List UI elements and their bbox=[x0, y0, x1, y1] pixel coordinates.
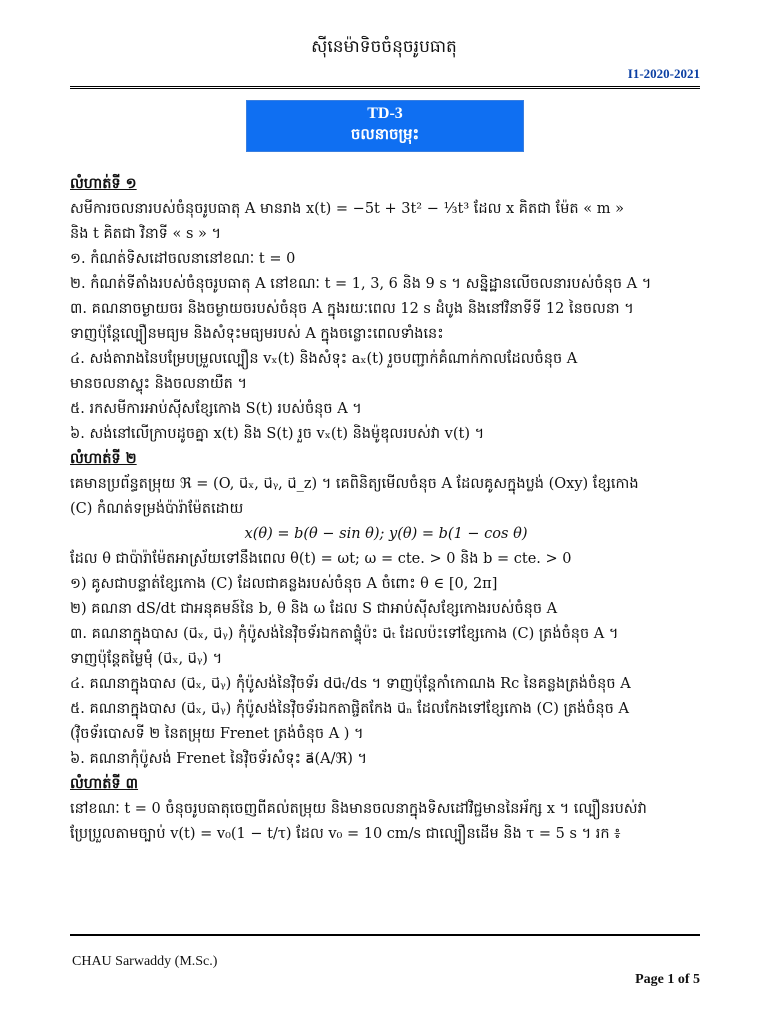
ex2-equation: x(θ) = b(θ − sin θ); y(θ) = b(1 − cos θ) bbox=[244, 526, 528, 542]
document-title: ស៊ីនេម៉ាទិចចំនុចរូបធាតុ bbox=[311, 37, 457, 57]
td-number: TD-3 bbox=[367, 105, 403, 122]
footer-divider bbox=[70, 934, 700, 936]
ex1-line: ទាញប៉ុន្តែល្បឿនមធ្យម និងសំទុះមធ្យមរបស់ A ក្នុងចន្លោះពេលទាំងនេះ bbox=[70, 326, 444, 342]
ex1-line: ៦. សង់នៅលើក្រាបដូចគ្នា x(t) និង S(t) រួច vₓ(t) និងម៉ូឌុលរបស់វា v(t) ។ bbox=[70, 426, 485, 442]
exercise-3 bbox=[70, 772, 702, 847]
ex2-line: (វ៉ិចទ័របោសទី ២ នៃតម្រុយ Frenet ត្រង់ចំនុច A ) ។ bbox=[70, 726, 364, 742]
author-name: CHAU Sarwaddy (M.Sc.) bbox=[72, 954, 218, 969]
exercise-1-title: លំហាត់ទី ១ bbox=[70, 176, 137, 192]
ex1-line: មានចលនាស្ទុះ និងចលនាយឺត ។ bbox=[70, 376, 248, 392]
ex1-line: ៤. សង់តារាងនៃបម្រែបម្រួលល្បឿន vₓ(t) និងសំទុះ aₓ(t) រួចបញ្ជាក់គំណាក់កាលដែលចំនុច A bbox=[70, 351, 578, 367]
header-divider bbox=[70, 86, 700, 89]
ex1-line: ៣. គណនាចម្ងាយចរ និងចម្ងាយចរបស់ចំនុច A ក្នុងរយៈពេល 12 s ដំបូង និងនៅវិនាទីទី 12 នៃចលនា ។ bbox=[70, 301, 634, 317]
ex2-line: ដែល θ ជាប៉ារ៉ាម៉ែតអាស្រ័យទៅនឹងពេល θ(t) = ωt; ω = cte. > 0 និង b = cte. > 0 bbox=[70, 551, 572, 567]
ex2-line: គេមានប្រព័ន្ធតម្រុយ ℜ = (O, u⃗ₓ, u⃗ᵧ, u⃗_z) ។ គេពិនិត្យមើលចំនុច A ដែលគូសក្នុងប្លង់ (Oxy) ខ្សែកោង bbox=[70, 476, 639, 492]
td-title-box bbox=[246, 100, 524, 152]
ex1-line: សមីការចលនារបស់ចំនុចរូបធាតុ A មានរាង x(t) = −5t + 3t² − ⅓t³ ដែល x គិតជា ម៉ែត « m » bbox=[70, 201, 624, 217]
document-body bbox=[70, 172, 702, 847]
ex2-line: (C) កំណត់ទម្រង់ប៉ារ៉ាម៉ែតដោយ bbox=[70, 501, 244, 517]
ex2-line: ២) គណនា dS/dt ជាអនុគមន៍នៃ b, θ និង ω ដែល S ជាអាប់ស៊ីសខ្សែកោងរបស់ចំនុច A bbox=[70, 601, 558, 617]
exercise-2 bbox=[70, 447, 702, 772]
ex2-line: ៤. គណនាក្នុងបាស (u⃗ₓ, u⃗ᵧ) កុំប៉ូសង់នៃវ៉ិចទ័រ du⃗ₜ/ds ។ ទាញប៉ុន្តែកាំកោណង Rc នៃគន្លងត្រង់ចំនុច A bbox=[70, 676, 631, 692]
page-number: Page 1 of 5 bbox=[635, 972, 700, 987]
ex2-line: ៣. គណនាក្នុងបាស (u⃗ₓ, u⃗ᵧ) កុំប៉ូសង់នៃវ៉ិចទ័រឯកតាផ្ទុំប៉ះ u⃗ₜ ដែលប៉ះទៅខ្សែកោង (C) ត្រង់ចំនុច A ។ bbox=[70, 626, 619, 642]
ex1-line: និង t គិតជា វិនាទី « s » ។ bbox=[70, 226, 222, 242]
ex1-line: ២. កំណត់ទីតាំងរបស់ចំនុចរូបធាតុ A នៅខណៈ t = 1, 3, 6 និង 9 s ។ សន្និដ្ឋានលើចលនារបស់ចំនុច A ។ bbox=[70, 276, 652, 292]
ex2-line: ១) គូសជាបន្ទាត់ខ្សែកោង (C) ដែលជាគន្លងរបស់ចំនុច A ចំពោះ θ ∈ [0, 2π] bbox=[70, 576, 498, 592]
exercise-1 bbox=[70, 172, 702, 447]
ex1-line: ៥. រកសមីការអាប់ស៊ីសខ្សែកោង S(t) របស់ចំនុច A ។ bbox=[70, 401, 362, 417]
course-year: I1-2020-2021 bbox=[627, 66, 700, 81]
ex1-line: ១. កំណត់ទិសដៅចលនានៅខណៈ t = 0 bbox=[70, 251, 296, 267]
ex2-line: ៦. គណនាកុំប៉ូសង់ Frenet នៃវ៉ិចទ័រសំទុះ a⃗(A/ℜ) ។ bbox=[70, 751, 368, 767]
ex3-line: ប្រែប្រួលតាមច្បាប់ v(t) = v₀(1 − t/τ) ដែល v₀ = 10 cm/s ជាល្បឿនដើម និង τ = 5 s ។ រក ៖ bbox=[70, 826, 621, 842]
exercise-3-title: លំហាត់ទី ៣ bbox=[70, 776, 139, 792]
ex3-line: នៅខណៈ t = 0 ចំនុចរូបធាតុចេញពីគល់តម្រុយ និងមានចលនាក្នុងទិសដៅវិជ្ជមាននៃអ័ក្ស x ។ ល្បឿនរបស់វា bbox=[70, 801, 647, 817]
ex2-line: ទាញប៉ុន្តែតម្លៃមុំ (u⃗ₓ, u⃗ᵧ) ។ bbox=[70, 651, 223, 667]
td-topic: ចលនាចម្រុះ bbox=[350, 125, 420, 143]
exercise-2-title: លំហាត់ទី ២ bbox=[70, 451, 137, 467]
ex2-line: ៥. គណនាក្នុងបាស (u⃗ₓ, u⃗ᵧ) កុំប៉ូសង់នៃវ៉ិចទ័រឯកតាផ្ចិតកែង u⃗ₙ ដែលកែងទៅខ្សែកោង (C) ត្រង់ចំនុច A bbox=[70, 701, 629, 717]
